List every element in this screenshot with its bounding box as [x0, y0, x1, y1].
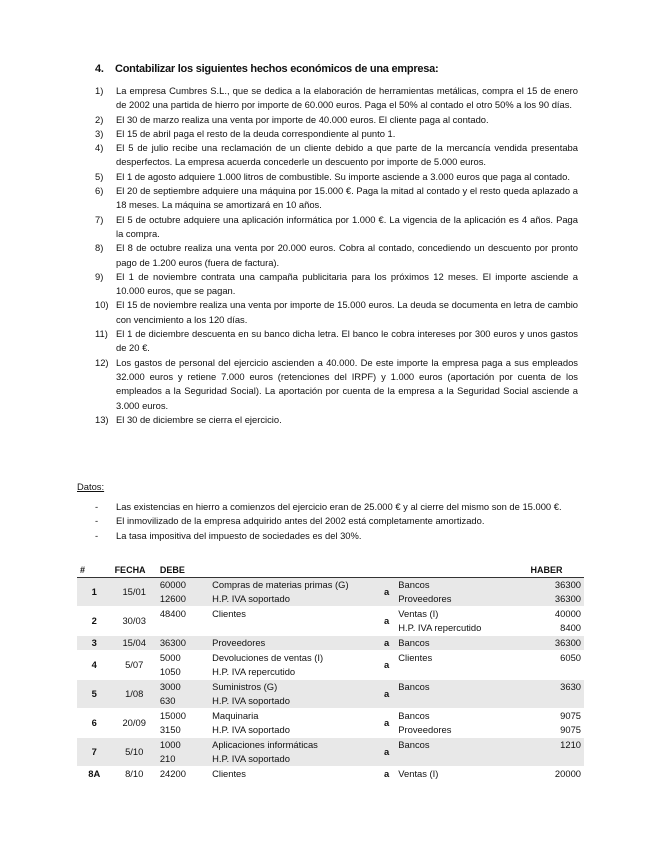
debe-amount-line: [160, 621, 206, 635]
haber-account-line: Ventas (I): [398, 608, 439, 619]
haber-account: [395, 578, 527, 607]
item-text: El 15 de noviembre realiza una venta por importe de 15.000 euros. La deuda se documenta en letra de cambio con vencimiento a los 120 días.: [116, 299, 578, 325]
debe-amount-line: 5000: [159, 652, 181, 663]
haber-account-line: Bancos: [398, 710, 430, 721]
bullet-dash: -: [95, 515, 99, 527]
exercise-item: [95, 113, 578, 127]
journal-entry-row: [77, 680, 584, 709]
item-text: Los gastos de personal del ejercicio ascienden a 40.000. De este importe la empresa paga a sus empleados 32.000 euros y retiene 7.000 euros (retenciones del IRPF) y 1.000 euros (aportación por cuenta de los empleados a la Seguridad Social). La aportación por cuenta de la empresa a la Seguridad Social asciende a 3.000 euros.: [116, 356, 578, 411]
journal-entry-row: [77, 578, 584, 607]
debe-account-line: Maquinaria: [212, 710, 259, 721]
debe-amount: [157, 607, 209, 636]
a-separator: a: [378, 738, 395, 767]
haber-account: [395, 651, 527, 680]
exercise-title: [95, 62, 438, 76]
entry-number: 8A: [88, 768, 101, 779]
debe-amount: [157, 578, 209, 607]
datos-text: La tasa impositiva del impuesto de sociedades es del 30%.: [116, 529, 362, 541]
haber-amount-line: [531, 665, 581, 679]
exercise-item: [95, 356, 578, 413]
haber-amount-line: 6050: [560, 652, 581, 663]
debe-account-line: H.P. IVA repercutido: [212, 666, 296, 677]
haber-amount: [528, 578, 584, 607]
debe-amount-line: 12600: [159, 593, 186, 604]
debe-amount-line: 210: [159, 753, 176, 764]
haber-amount-line: 36300: [554, 637, 581, 648]
datos-label: Datos:: [77, 481, 105, 492]
debe-amount-line: 60000: [159, 579, 186, 590]
debe-account-line: Proveedores: [212, 637, 266, 648]
debe-account: [209, 651, 378, 680]
debe-amount: [157, 738, 209, 767]
haber-account: [395, 607, 527, 636]
haber-amount-line: 3630: [560, 681, 581, 692]
debe-account-line: H.P. IVA soportado: [212, 753, 290, 764]
debe-amount-line: 1050: [159, 666, 181, 677]
journal-entry-row: [77, 636, 584, 651]
haber-account-line: Proveedores: [398, 724, 452, 735]
item-number: 10): [95, 299, 109, 311]
haber-account: [395, 767, 527, 782]
haber-amount: [528, 607, 584, 636]
haber-account-line: Bancos: [398, 739, 430, 750]
entry-number: 3: [77, 636, 112, 651]
journal-entry-row: [77, 651, 584, 680]
item-number: 13): [95, 413, 109, 425]
exercise-item: [95, 327, 578, 356]
exercise-item: [95, 127, 578, 141]
debe-account-line: H.P. IVA soportado: [212, 695, 290, 706]
haber-amount-line: 20000: [554, 768, 581, 779]
debe-amount: [157, 767, 209, 782]
haber-account: [395, 680, 527, 709]
a-separator: a: [383, 659, 390, 670]
debe-amount-line: 36300: [159, 637, 186, 648]
journal-header-row: [77, 563, 584, 578]
debe-account-line: Aplicaciones informáticas: [212, 739, 318, 750]
exercise-number: 4.: [95, 63, 104, 75]
exercise-item: [95, 270, 578, 299]
exercise-item: [95, 84, 578, 113]
debe-amount-line: 630: [159, 695, 176, 706]
item-text: El 20 de septiembre adquiere una máquina por 15.000 €. Paga la mitad al contado y el resto queda aplazado a 18 meses. La máquina se amortizará en 10 años.: [116, 185, 578, 211]
haber-account-line: [398, 752, 524, 766]
item-text: El 1 de noviembre contrata una campaña publicitaria para los próximos 12 meses. El importe asciende a 10.000 euros, que se pagan.: [116, 270, 578, 297]
a-separator: a: [378, 578, 395, 607]
debe-account-line: Compras de materias primas (G): [212, 579, 349, 590]
haber-account-line: Bancos: [398, 637, 430, 648]
journal-entry-row: [77, 767, 584, 782]
debe-account: [209, 636, 378, 651]
debe-account: [209, 738, 378, 767]
debe-account: [209, 680, 378, 709]
header-haber: HABER: [530, 565, 563, 575]
item-number: 3): [95, 127, 104, 139]
haber-amount: [528, 738, 584, 767]
item-text: El 5 de octubre adquiere una aplicación informática por 1.000 €. La vigencia de la aplicación es 4 años. Paga la compra.: [116, 213, 578, 239]
entry-number: 1: [77, 578, 112, 607]
debe-account-line: Clientes: [212, 768, 246, 779]
item-text: La empresa Cumbres S.L., que se dedica a la elaboración de herramientas metálicas, compra el 15 de enero de 2002 una partida de hierro por importe de 60.000 euros. Paga el 50% al contado el otro 50% a los 90 días.: [116, 85, 578, 111]
datos-item: [95, 514, 578, 528]
haber-account: [395, 738, 527, 767]
debe-amount: [157, 651, 209, 680]
haber-amount-line: 40000: [554, 608, 581, 619]
datos-text: Las existencias en hierro a comienzos del ejercicio eran de 25.000 € y al cierre del mismo son de 15.000 €.: [116, 501, 562, 512]
debe-amount-line: 3150: [159, 724, 181, 735]
debe-account: [209, 578, 378, 607]
haber-account: [395, 636, 527, 651]
item-number: 2): [95, 113, 104, 125]
item-number: 1): [95, 85, 104, 96]
haber-amount-line: 9075: [560, 710, 581, 721]
entry-date: 5/10: [112, 738, 157, 767]
journal-table: [77, 563, 584, 782]
item-text: El 15 de abril paga el resto de la deuda correspondiente al punto 1.: [116, 127, 396, 139]
item-number: 7): [95, 213, 104, 225]
haber-account-line: Bancos: [398, 681, 430, 692]
item-number: 12): [95, 356, 109, 368]
haber-account-line: Clientes: [398, 652, 433, 663]
debe-amount-line: 1000: [159, 739, 181, 750]
exercise-item: [95, 241, 578, 270]
haber-amount-line: 8400: [560, 622, 581, 633]
haber-account-line: H.P. IVA repercutido: [398, 622, 482, 633]
haber-account-line: [398, 665, 524, 679]
item-text: El 1 de agosto adquiere 1.000 litros de combustible. Su importe asciende a 3.000 euros que paga al contado.: [116, 170, 570, 182]
journal-body: [77, 578, 584, 782]
journal-entry-row: [77, 607, 584, 636]
item-number: 4): [95, 142, 104, 154]
haber-account-line: Bancos: [398, 579, 430, 590]
entry-number: 2: [91, 615, 97, 626]
haber-amount-line: [531, 752, 581, 766]
bullet-dash: -: [95, 529, 99, 541]
haber-amount-line: 9075: [560, 724, 581, 735]
journal-entry-row: [77, 738, 584, 767]
haber-amount-line: 1210: [560, 739, 581, 750]
datos-item: [95, 529, 578, 543]
exercise-item: [95, 184, 578, 213]
debe-account-line: Suministros (G): [212, 681, 278, 692]
debe-amount: [157, 680, 209, 709]
item-number: 9): [95, 270, 104, 282]
entry-date: 8/10: [125, 768, 144, 779]
debe-account: [209, 607, 378, 636]
debe-account-line: H.P. IVA soportado: [212, 593, 290, 604]
exercise-item: [95, 170, 578, 184]
journal-entry-row: [77, 709, 584, 738]
item-number: 11): [95, 328, 108, 340]
entry-number: 6: [91, 717, 97, 728]
entry-date: 1/08: [112, 680, 157, 709]
entry-date: 5/07: [125, 659, 144, 670]
haber-amount: [528, 680, 584, 709]
a-separator: a: [383, 717, 390, 728]
entry-number: 5: [77, 680, 112, 709]
a-separator: a: [383, 768, 390, 779]
haber-amount-line: 36300: [554, 593, 581, 604]
haber-amount: [528, 651, 584, 680]
debe-amount-line: 48400: [159, 608, 186, 619]
exercise-title-text: Contabilizar los siguientes hechos económicos de una empresa:: [115, 63, 439, 75]
exercise-item: [95, 213, 578, 242]
a-separator: a: [378, 680, 395, 709]
debe-account-line: Devoluciones de ventas (I): [212, 652, 324, 663]
debe-amount: [157, 636, 209, 651]
a-separator: a: [378, 636, 395, 651]
debe-amount-line: 3000: [159, 681, 181, 692]
item-number: 8): [95, 242, 104, 254]
item-number: 6): [95, 185, 104, 197]
debe-account-line: H.P. IVA soportado: [212, 724, 290, 735]
header-num: #: [80, 565, 86, 575]
haber-amount: [528, 767, 584, 782]
haber-amount-line: [531, 694, 581, 708]
debe-account: [209, 709, 378, 738]
entry-number: 4: [91, 659, 97, 670]
entry-number: 7: [77, 738, 112, 767]
exercise-item: [95, 141, 578, 170]
entry-date: 30/03: [122, 615, 146, 626]
haber-account-line: Proveedores: [398, 593, 452, 604]
debe-account: [209, 767, 378, 782]
item-text: El 5 de julio recibe una reclamación de un cliente debido a que parte de la mercancía vendida presentaba desperfectos. La empresa acuerda concederle un descuento por importe de 5.000 euros.: [116, 142, 578, 168]
debe-account-line: Clientes: [212, 608, 246, 619]
haber-amount: [528, 709, 584, 738]
haber-account: [395, 709, 527, 738]
debe-amount-line: 24200: [159, 768, 186, 779]
header-fecha: FECHA: [114, 565, 146, 575]
bullet-dash: -: [95, 501, 99, 512]
item-number: 5): [95, 170, 104, 182]
exercise-items: [95, 84, 578, 427]
haber-amount-line: 36300: [554, 579, 581, 590]
datos-text: El inmovilizado de la empresa adquirido antes del 2002 está completamente amortizado.: [116, 515, 485, 527]
item-text: El 30 de diciembre se cierra el ejercicio.: [116, 413, 282, 425]
debe-account-line: [212, 621, 375, 635]
exercise-item: [95, 413, 578, 427]
entry-date: 15/01: [112, 578, 157, 607]
haber-account-line: [398, 694, 524, 708]
debe-amount-line: 15000: [159, 710, 186, 721]
header-debe: DEBE: [159, 565, 185, 575]
debe-amount: [157, 709, 209, 738]
exercise-item: [95, 298, 578, 327]
a-separator: a: [383, 615, 390, 626]
item-text: El 8 de octubre realiza una venta por 20.000 euros. Cobra al contado, concediendo un descuento por pronto pago de 1.200 euros (fuera de factura).: [116, 242, 578, 268]
haber-account-line: Ventas (I): [398, 768, 439, 779]
entry-date: 20/09: [122, 717, 146, 728]
datos-item: [95, 500, 578, 514]
item-text: El 1 de diciembre descuenta en su banco dicha letra. El banco le cobra intereses por 300 euros y unos gastos de 20 €.: [116, 328, 578, 354]
haber-amount: [528, 636, 584, 651]
datos-list: [95, 500, 578, 543]
entry-date: 15/04: [112, 636, 157, 651]
item-text: El 30 de marzo realiza una venta por importe de 40.000 euros. El cliente paga al contado.: [116, 113, 489, 125]
